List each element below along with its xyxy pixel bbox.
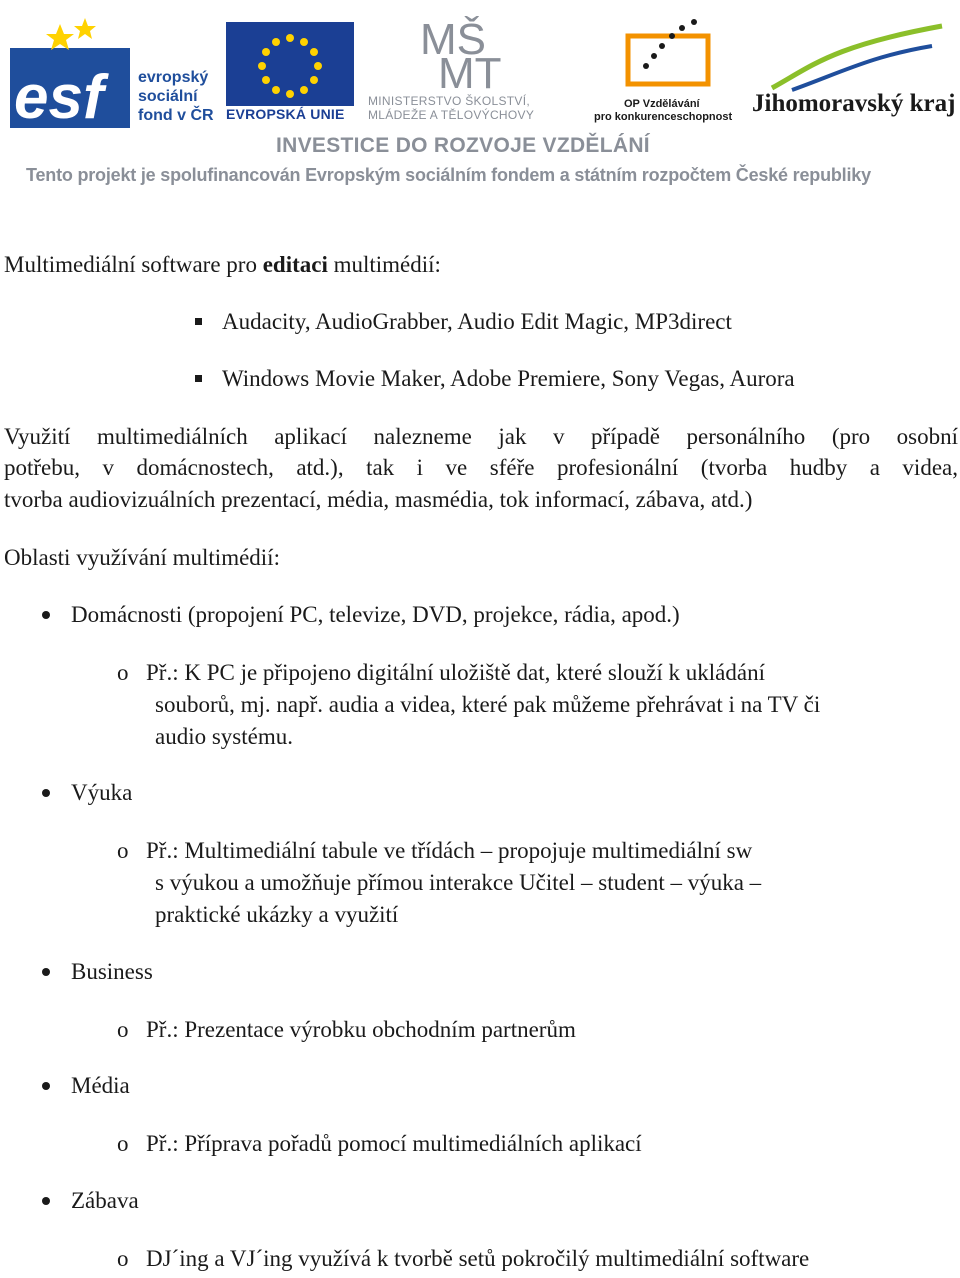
op-mark-icon bbox=[624, 18, 714, 88]
msmt-line1: MINISTERSTVO ŠKOLSTVÍ, bbox=[368, 94, 530, 108]
bullet-dot-icon bbox=[42, 611, 50, 619]
bullet-dot-icon bbox=[42, 789, 50, 797]
msmt-mark-icon bbox=[420, 14, 530, 90]
svg-text:MT: MT bbox=[438, 49, 502, 90]
usage-line: potřebu, v domácnostech, atd.), tak i ve sféře profesionální (tvorba hudby a videa, bbox=[4, 455, 958, 480]
usage-line: tvorba audiovizuálních prezentací, média, masmédia, tok informací, zábava, atd.) bbox=[4, 487, 753, 512]
area-title: Média bbox=[71, 1073, 130, 1098]
intro-before: Multimediální software pro bbox=[4, 252, 263, 277]
circle-bullet-icon: o bbox=[117, 838, 129, 863]
svg-text:esf: esf bbox=[14, 63, 104, 128]
bullet-dot-icon bbox=[42, 968, 50, 976]
software-item: Audacity, AudioGrabber, Audio Edit Magic, MP3direct bbox=[222, 309, 732, 334]
intro-line bbox=[4, 249, 441, 281]
cofinance-text: Tento projekt je spolufinancován Evropským sociálním fondem a státním rozpočtem České republiky bbox=[26, 165, 871, 185]
area-title: Výuka bbox=[71, 780, 133, 805]
circle-bullet-icon: o bbox=[117, 1131, 129, 1156]
area-example-line: s výukou a umožňuje přímou interakce Učitel – student – výuka – bbox=[155, 870, 762, 895]
area-title: Business bbox=[71, 959, 153, 984]
area-example-line: Př.: Příprava pořadů pomocí multimediálních aplikací bbox=[146, 1131, 642, 1156]
square-bullet-icon bbox=[195, 318, 202, 325]
msmt-logo bbox=[368, 14, 588, 126]
circle-bullet-icon: o bbox=[117, 1246, 129, 1271]
square-bullet-icon bbox=[195, 375, 202, 382]
slogan: INVESTICE DO ROZVOJE VZDĚLÁNÍ bbox=[276, 134, 650, 157]
area-example-line: praktické ukázky a využití bbox=[155, 902, 399, 927]
esf-line1: evropský bbox=[138, 69, 209, 86]
usage-line: Využití multimediálních aplikací nalezneme jak v případě personálního (pro osobní bbox=[4, 424, 958, 449]
esf-mark-icon bbox=[10, 18, 140, 128]
eu-label: EVROPSKÁ UNIE bbox=[226, 106, 345, 122]
jmk-logo bbox=[752, 16, 956, 128]
areas-heading: Oblasti využívání multimédií: bbox=[4, 545, 280, 570]
op-logo bbox=[594, 18, 744, 128]
jmk-mark-icon bbox=[762, 16, 952, 96]
intro-bold: editaci bbox=[262, 252, 328, 277]
jmk-label: Jihomoravský kraj bbox=[752, 90, 956, 117]
msmt-line2: MLÁDEŽE A TĚLOVÝCHOVY bbox=[368, 108, 535, 122]
area-example-line: audio systému. bbox=[155, 724, 293, 749]
bullet-dot-icon bbox=[42, 1082, 50, 1090]
area-example-line: Př.: Multimediální tabule ve třídách – propojuje multimediální sw bbox=[146, 838, 753, 863]
logo-bar bbox=[0, 0, 960, 200]
intro-after: multimédií: bbox=[327, 252, 441, 277]
area-title: Domácnosti (propojení PC, televize, DVD, projekce, rádia, apod.) bbox=[71, 602, 680, 627]
area-example-line: Př.: Prezentace výrobku obchodním partnerům bbox=[146, 1017, 576, 1042]
circle-bullet-icon: o bbox=[117, 660, 129, 685]
op-line1: OP Vzdělávání bbox=[624, 98, 700, 110]
esf-logo bbox=[10, 18, 220, 128]
eu-flag-icon bbox=[226, 22, 354, 106]
software-item: Windows Movie Maker, Adobe Premiere, Sony Vegas, Aurora bbox=[222, 366, 795, 391]
area-example-line: DJ´ing a VJ´ing využívá k tvorbě setů pokročilý multimediální software bbox=[146, 1246, 810, 1271]
bullet-dot-icon bbox=[42, 1197, 50, 1205]
svg-text:MŠ: MŠ bbox=[420, 15, 486, 64]
area-example-line: Př.: K PC je připojeno digitální uložiště dat, které slouží k ukládání bbox=[146, 660, 765, 685]
eu-logo bbox=[226, 22, 354, 126]
esf-line3: fond v ČR bbox=[138, 107, 214, 124]
area-title: Zábava bbox=[71, 1188, 139, 1213]
area-example-line: souborů, mj. např. audia a videa, které pak můžeme přehrávat i na TV či bbox=[155, 692, 821, 717]
op-line2: pro konkurenceschopnost bbox=[594, 111, 733, 123]
esf-line2: sociální bbox=[138, 88, 198, 105]
circle-bullet-icon: o bbox=[117, 1017, 129, 1042]
